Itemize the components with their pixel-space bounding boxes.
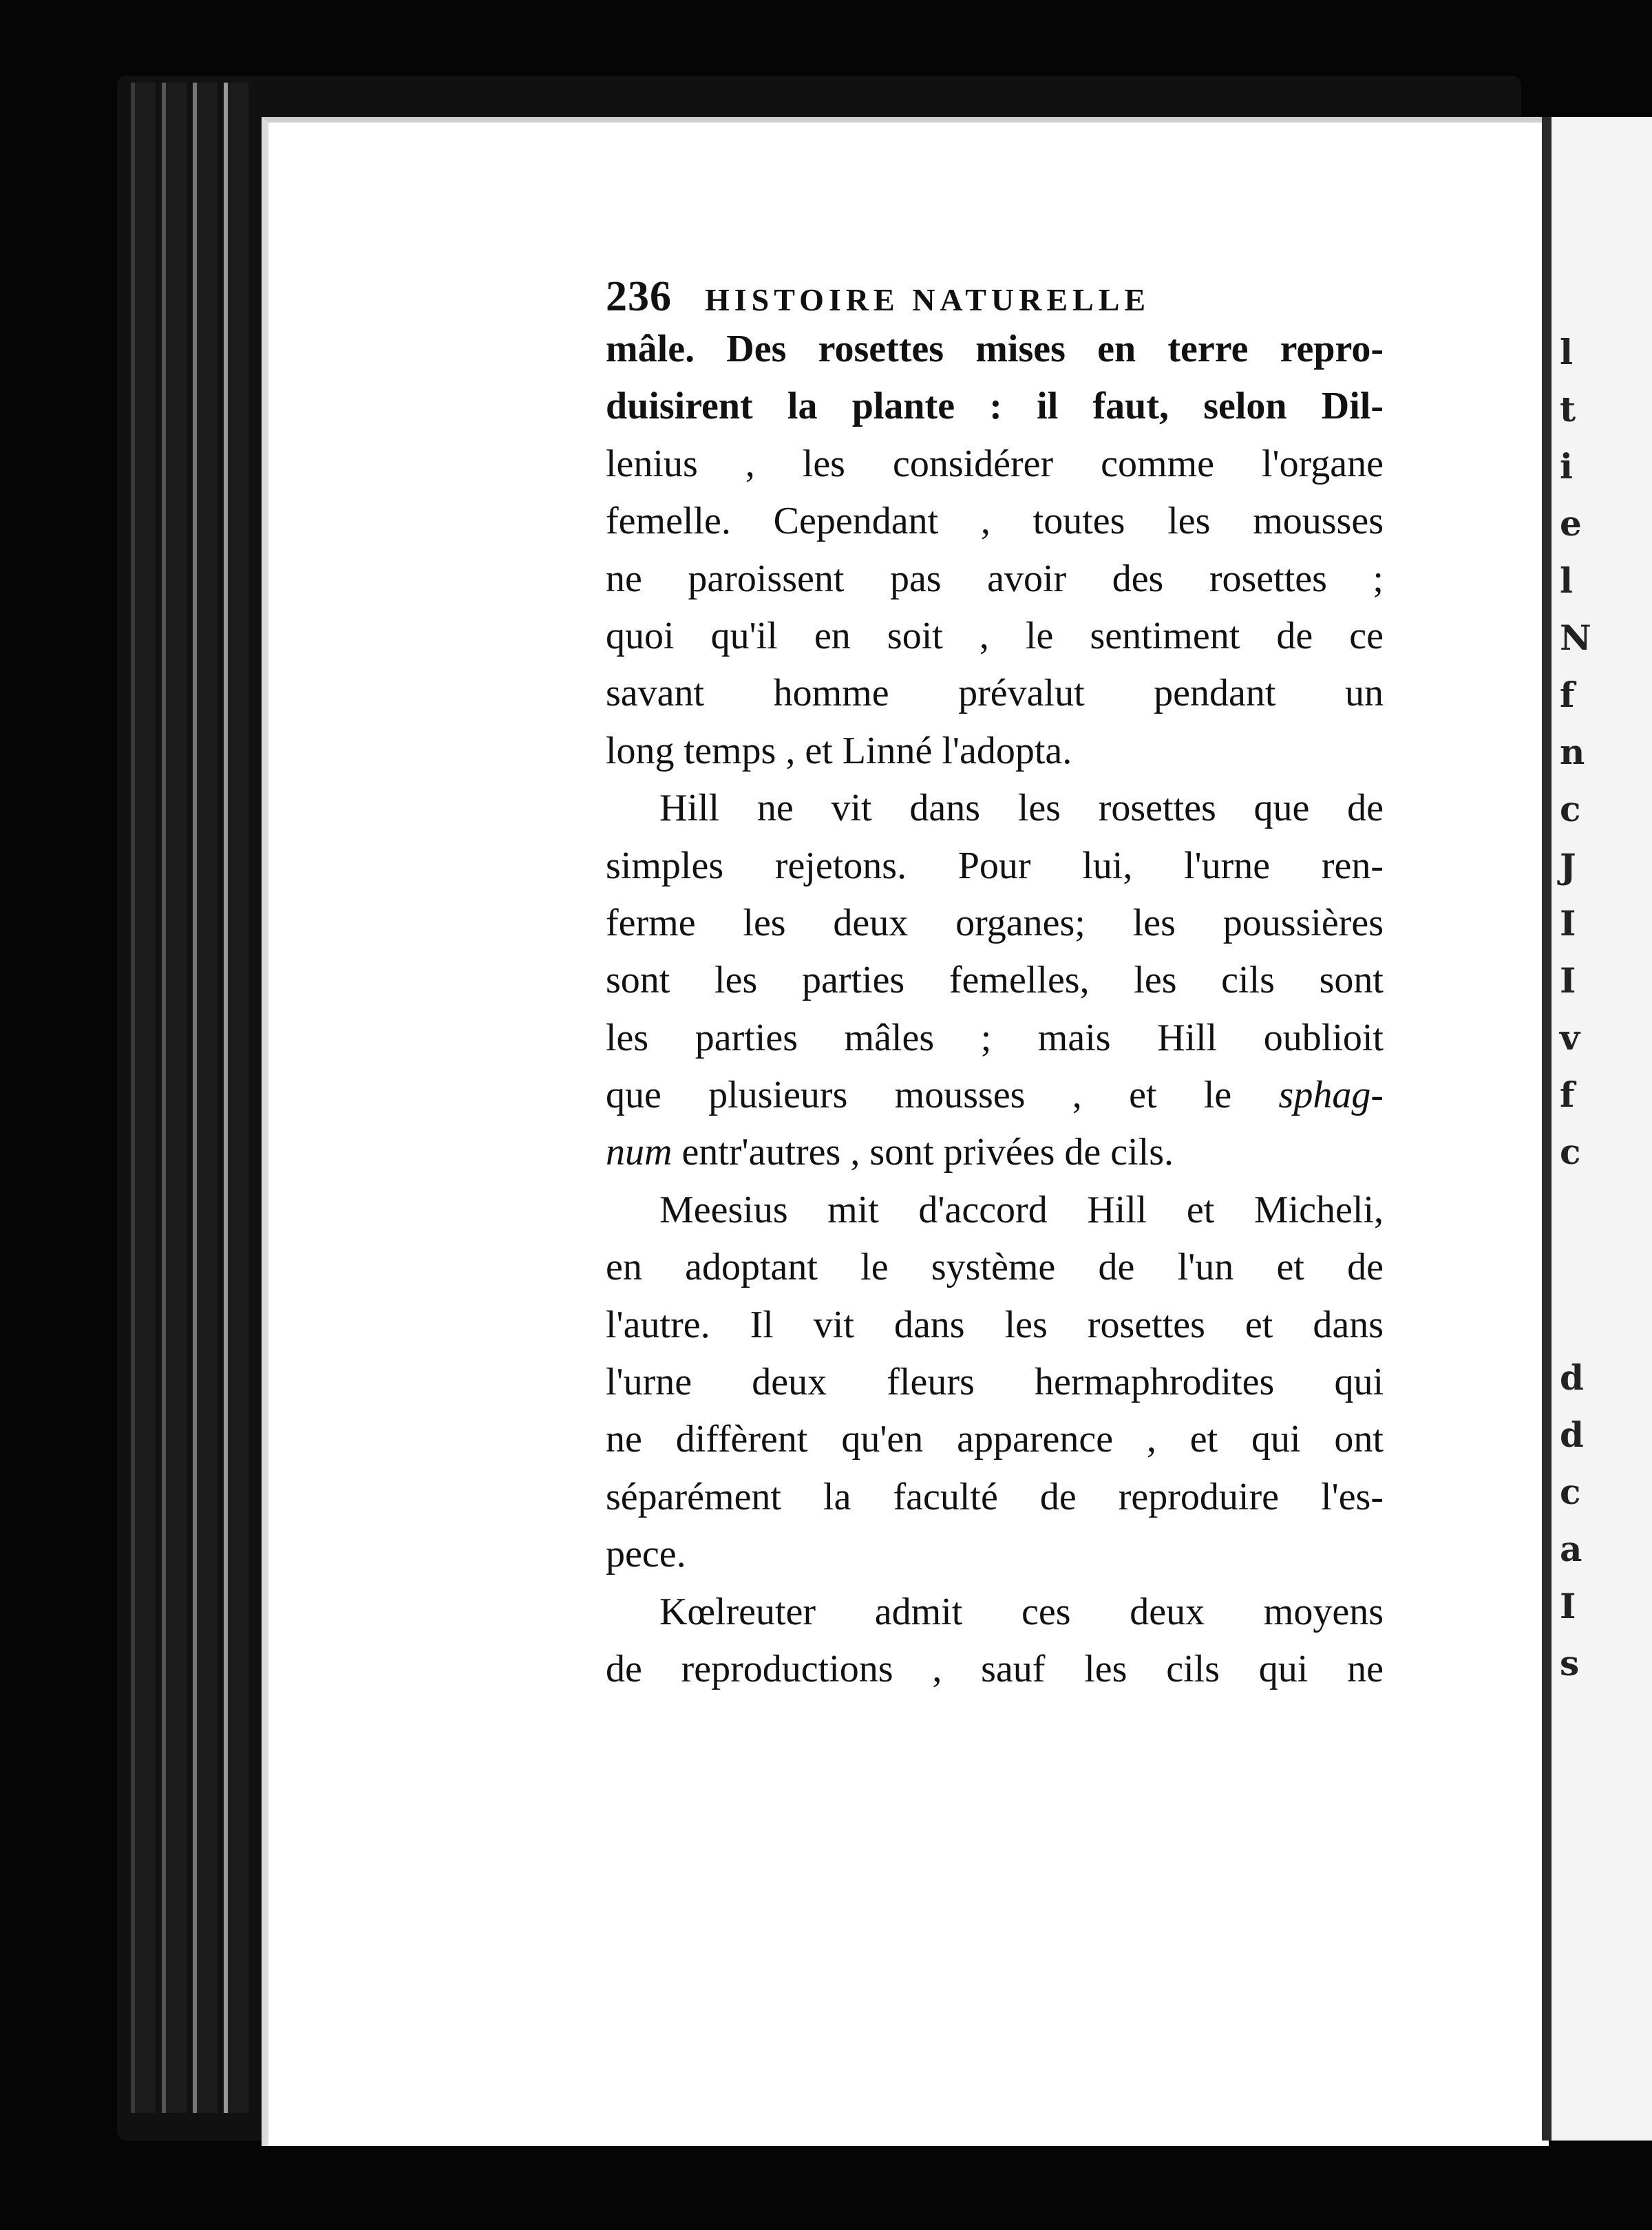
text-line: l'urne deux fleurs hermaphrodites qui <box>606 1361 1384 1404</box>
text-line: sont les parties femelles, les cils sont <box>606 959 1384 1002</box>
italic-term: sphag- <box>1278 1074 1384 1117</box>
text-line: simples rejetons. Pour lui, l'urne ren- <box>606 844 1384 887</box>
text-line: en adoptant le système de l'un et de <box>606 1246 1384 1289</box>
facing-letter: s <box>1560 1643 1580 1684</box>
facing-letter: d <box>1560 1357 1584 1398</box>
facing-letter: e <box>1560 503 1582 544</box>
facing-page <box>1542 117 1652 2141</box>
text-line: Kœlreuter admit ces deux moyens <box>659 1590 1384 1633</box>
text-line <box>606 1124 1384 1181</box>
running-head <box>606 268 1384 320</box>
page-number: 236 <box>606 273 672 320</box>
text-line: mâle. Des rosettes mises en terre repro- <box>606 328 1384 370</box>
facing-page-text <box>1552 323 1648 1180</box>
text-line: duisirent la plante : il faut, selon Dil- <box>606 385 1384 428</box>
text-line: quoi qu'il en soit , le sentiment de ce <box>606 614 1384 657</box>
text-line: femelle. Cependant , toutes les mousses <box>606 500 1384 543</box>
page-edge <box>162 83 187 2113</box>
facing-letter: f <box>1560 1074 1575 1115</box>
facing-letter: t <box>1560 389 1576 429</box>
text-line: ferme les deux organes; les poussières <box>606 901 1384 944</box>
facing-letter: n <box>1560 732 1585 772</box>
facing-letter: f <box>1560 675 1575 715</box>
text-line: ne diffèrent qu'en apparence , et qui ont <box>606 1418 1384 1461</box>
text-line: pece. <box>606 1533 686 1576</box>
text-run: que plusieurs mousses , et le <box>606 1074 1279 1117</box>
text-line: Hill ne vit dans les rosettes que de <box>659 787 1384 830</box>
running-head-title: HISTOIRE NATURELLE <box>705 282 1151 317</box>
text-line: long temps , et Linné l'adopta. <box>606 729 1072 772</box>
facing-letter: J <box>1560 846 1576 886</box>
text-line: séparément la faculté de reproduire l'es- <box>606 1475 1384 1518</box>
page-edge <box>193 83 218 2113</box>
page-edge <box>224 83 248 2113</box>
text-line: Meesius mit d'accord Hill et Micheli, <box>659 1188 1384 1231</box>
facing-letter: c <box>1560 1472 1581 1512</box>
facing-letter: d <box>1560 1414 1584 1455</box>
text-line: lenius , les considérer comme l'organe <box>606 442 1384 485</box>
text-line: l'autre. Il vit dans les rosettes et dans <box>606 1303 1384 1346</box>
facing-letter: I <box>1560 960 1576 1001</box>
page-body <box>606 268 1384 1698</box>
text-run: entr'autres , sont privées de cils. <box>672 1131 1174 1174</box>
page-edge <box>131 83 156 2113</box>
italic-term: num <box>606 1131 673 1174</box>
facing-letter: v <box>1560 1017 1580 1058</box>
facing-letter: I <box>1560 903 1576 944</box>
facing-letter: c <box>1560 789 1581 829</box>
facing-letter: a <box>1560 1529 1582 1569</box>
facing-letter: i <box>1560 446 1573 487</box>
facing-letter: I <box>1560 1586 1576 1626</box>
facing-letter: l <box>1560 332 1573 372</box>
facing-letter: N <box>1560 617 1591 658</box>
text-line: savant homme prévalut pendant un <box>606 672 1384 715</box>
facing-letter: c <box>1560 1132 1581 1172</box>
facing-letter: l <box>1560 560 1573 601</box>
text-line: de reproductions , sauf les cils qui ne <box>606 1647 1384 1690</box>
text-line: ne paroissent pas avoir des rosettes ; <box>606 557 1384 600</box>
facing-page-text <box>1552 1349 1648 1692</box>
text-line: les parties mâles ; mais Hill oublioit <box>606 1016 1384 1059</box>
text-line <box>606 1067 1384 1124</box>
